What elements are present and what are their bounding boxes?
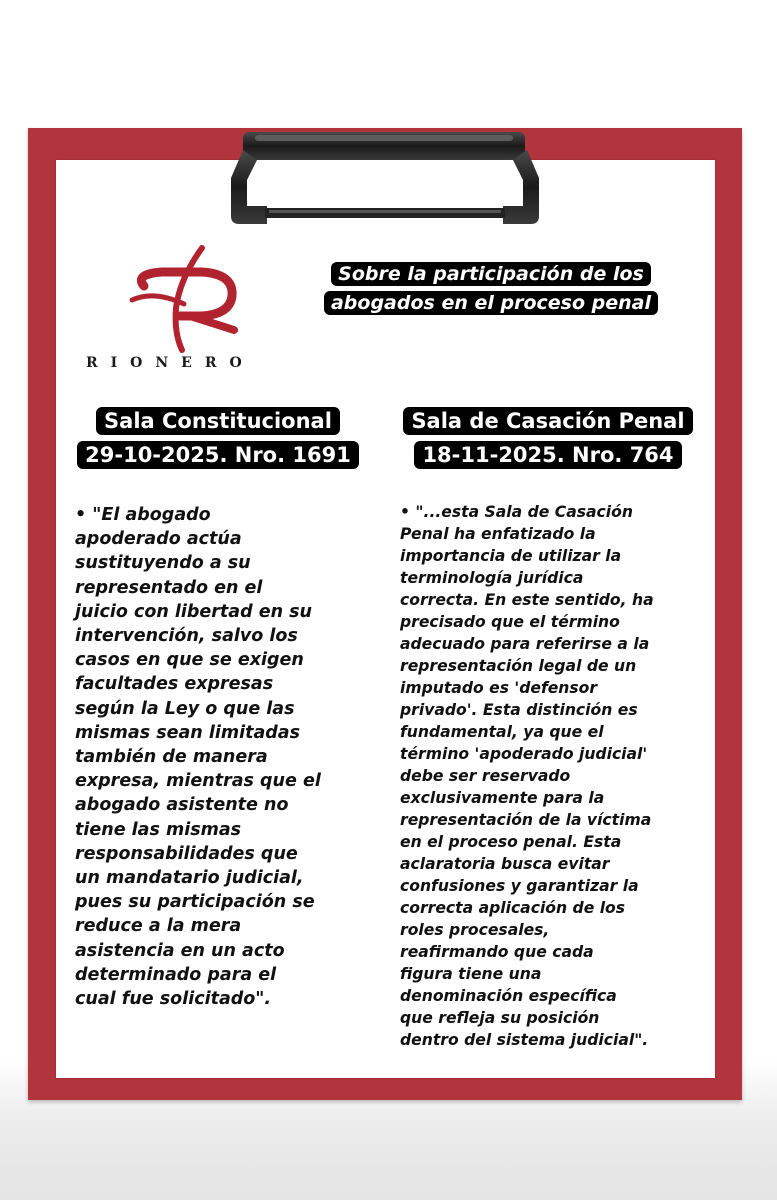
right-column-header [388,404,708,472]
left-column-header [68,404,368,472]
right-header-date: 18-11-2025. Nro. 764 [414,441,681,469]
page-title [278,260,704,318]
logo-name: RIONERO [86,355,255,371]
title-line-2: abogados en el proceso penal [324,291,658,315]
left-header-court: Sala Constitucional [96,407,340,435]
title-line-1: Sobre la participación de los [331,262,651,286]
clipboard-clip-icon [225,130,545,230]
left-header-date: 29-10-2025. Nro. 1691 [77,441,359,469]
right-quote: • "...esta Sala de Casación Penal ha enfatizado la importancia de utilizar la terminología jurídica correcta. En este sentido, ha precisado que el término adecuado para referirse a la representación legal de un imputado es 'defensor privado'. Esta distinción es fundamental, ya que el término 'apoderado judicial' debe ser reservado exclusivamente para la representación de la víctima en el proceso penal. Esta aclaratoria busca evitar confusiones y garantizar la correcta aplicación de los roles procesales, reafirmando que cada figura tiene una denominación específica que refleja su posición dentro del sistema judicial". [400,503,654,1049]
right-header-court: Sala de Casación Penal [403,407,692,435]
left-quote: • "El abogado apoderado actúa sustituyendo a su representado en el juicio con libertad en su intervención, salvo los casos en que se exigen facultades expresas según la Ley o que las mismas sean limitadas también de manera expresa, mientras que el abogado asistente no tiene las mismas responsabilidades que un mandatario judicial, pues su participación se reduce a la mera asistencia en un acto determinado para el cual fue solicitado". [75,505,321,1010]
